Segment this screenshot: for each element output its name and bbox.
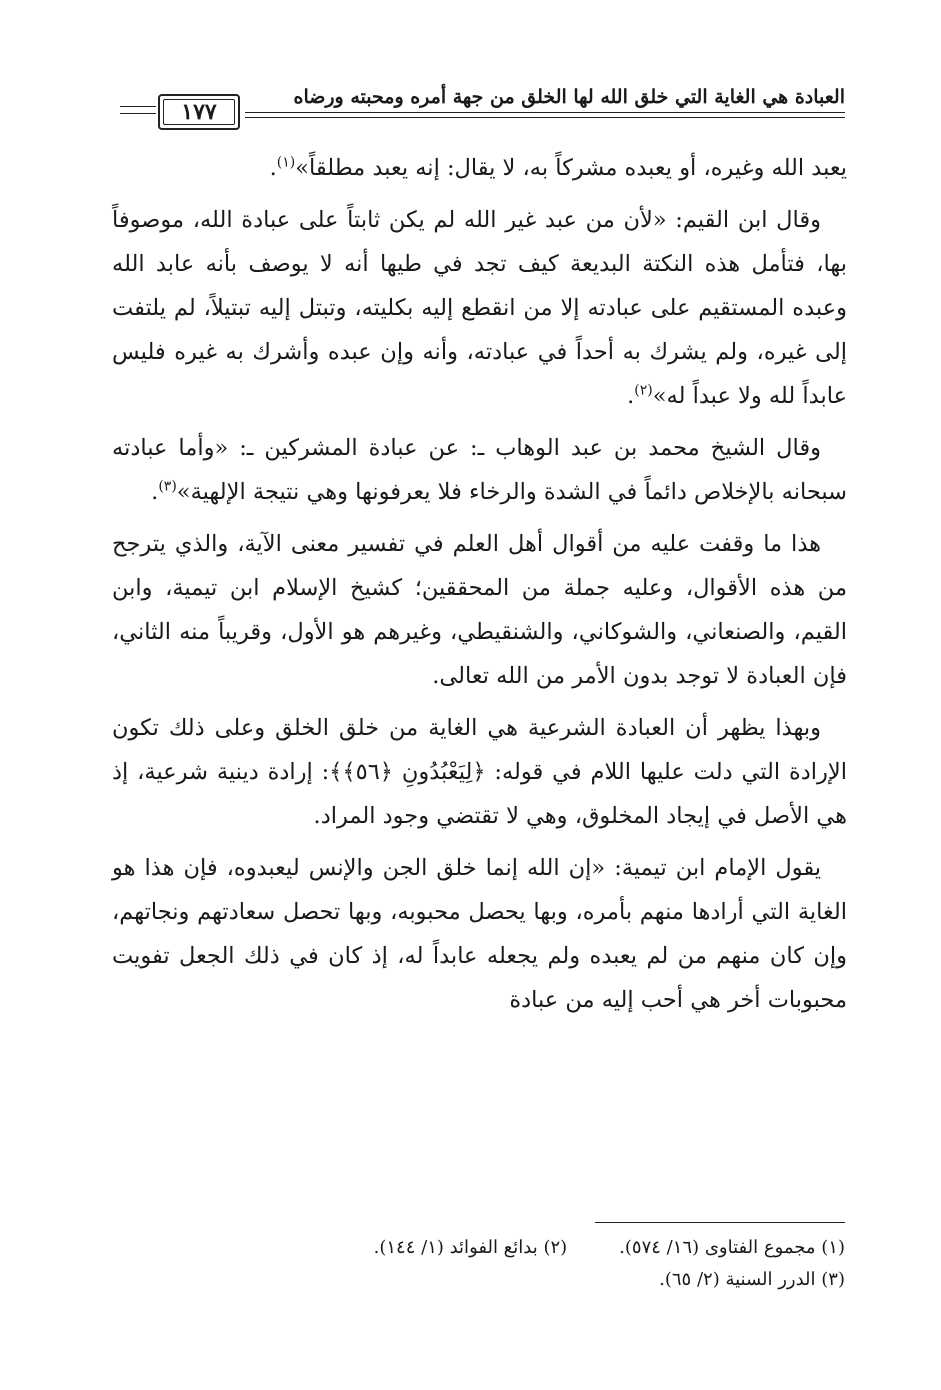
footnote-1: (١) مجموع الفتاوى (١٦/ ٥٧٤). [619, 1237, 845, 1258]
paragraph [112, 706, 847, 838]
main-text [112, 146, 847, 1030]
paragraph-end: . [151, 479, 159, 505]
paragraph [112, 426, 847, 514]
paragraph-text: وقال الشيخ محمد بن عبد الوهاب ـ: عن عبادة المشركين ـ: «وأما عبادته سبحانه بالإخلاص دائماً في الشدة والرخاء فلا يعرفونها وهي نتيجة الإلهية» [112, 435, 847, 505]
running-header-title: العبادة هي الغاية التي خلق الله لها الخلق من جهة أمره ومحبته ورضاه [293, 86, 845, 108]
paragraph [112, 522, 847, 698]
running-header [110, 80, 845, 134]
paragraph-text: وبهذا يظهر أن العبادة الشرعية هي الغاية من خلق الخلق وعلى ذلك تكون الإرادة التي دلت عليها اللام في قوله: ﴿لِيَعْبُدُونِ ﴿٥٦﴾﴾ [112, 715, 847, 785]
page-number: ١٧٧ [181, 99, 217, 125]
footnote-separator [595, 1222, 845, 1223]
footnote-3: (٣) الدرر السنية (٢/ ٦٥). [659, 1269, 845, 1290]
footnotes [195, 1232, 845, 1296]
paragraph [112, 146, 847, 190]
header-rule [245, 117, 845, 118]
paragraph-text: يعبد الله وغيره، أو يعبده مشركاً به، لا يقال: إنه يعبد مطلقاً» [295, 155, 847, 181]
paragraph [112, 198, 847, 418]
footnote-row [195, 1232, 845, 1264]
footnote-2: (٢) بدائع الفوائد (١/ ١٤٤). [373, 1237, 568, 1258]
paragraph-end: . [627, 383, 635, 409]
page-number-frame [158, 94, 240, 130]
paragraph-text: هذا ما وقفت عليه من أقوال أهل العلم في تفسير معنى الآية، والذي يترجح من هذه الأقوال، وعليه جملة من المحققين؛ كشيخ الإسلام ابن تيمية، وابن القيم، والصنعاني، والشوكاني، والشنقيطي، وغيرهم هو الأول، وقريباً منه الثاني، فإن العبادة لا توجد بدون الأمر من الله تعالى. [112, 531, 847, 689]
footnote-reference: (٣) [158, 478, 177, 495]
header-rule [120, 106, 156, 107]
paragraph-end: . [269, 155, 277, 181]
paragraph-text: يقول الإمام ابن تيمية: «إن الله إنما خلق الجن والإنس ليعبدوه، فإن هذا هو الغاية التي أرادها منهم بأمره، وبها يحصل محبوبه، وبها تحصل سعادتهم ونجاتهم، وإن كان منهم من لم يعبده ولم يجعله عابداً له، إذ كان في ذلك الجعل تفويت محبوبات أخر هي أحب إليه من عبادة [112, 855, 847, 1013]
paragraph-text: : إرادة دينية شرعية، إذ هي الأصل في إيجاد المخلوق، وهي لا تقتضي وجود المراد. [112, 759, 847, 829]
footnote-reference: (١) [276, 154, 296, 171]
footnote-row [195, 1264, 845, 1296]
paragraph-text: وقال ابن القيم: «لأن من عبد غير الله لم يكن ثابتاً على عبادة الله، موصوفاً بها، فتأمل هذه النكتة البديعة كيف تجد في طيها أنه لا يوصف بأنه عابد الله وعبده المستقيم على عبادته إلا من انقطع إليه بكليته، وتبتل إليه تبتيلاً، لم يلتفت إلى غيره، ولم يشرك به أحداً في عبادته، وأنه وإن عبده وأشرك به غيره فليس عابداً لله ولا عبداً له» [112, 207, 847, 409]
header-rule [245, 112, 845, 113]
paragraph [112, 846, 847, 1022]
footnote-reference: (٢) [634, 382, 653, 399]
header-rule [120, 113, 156, 114]
